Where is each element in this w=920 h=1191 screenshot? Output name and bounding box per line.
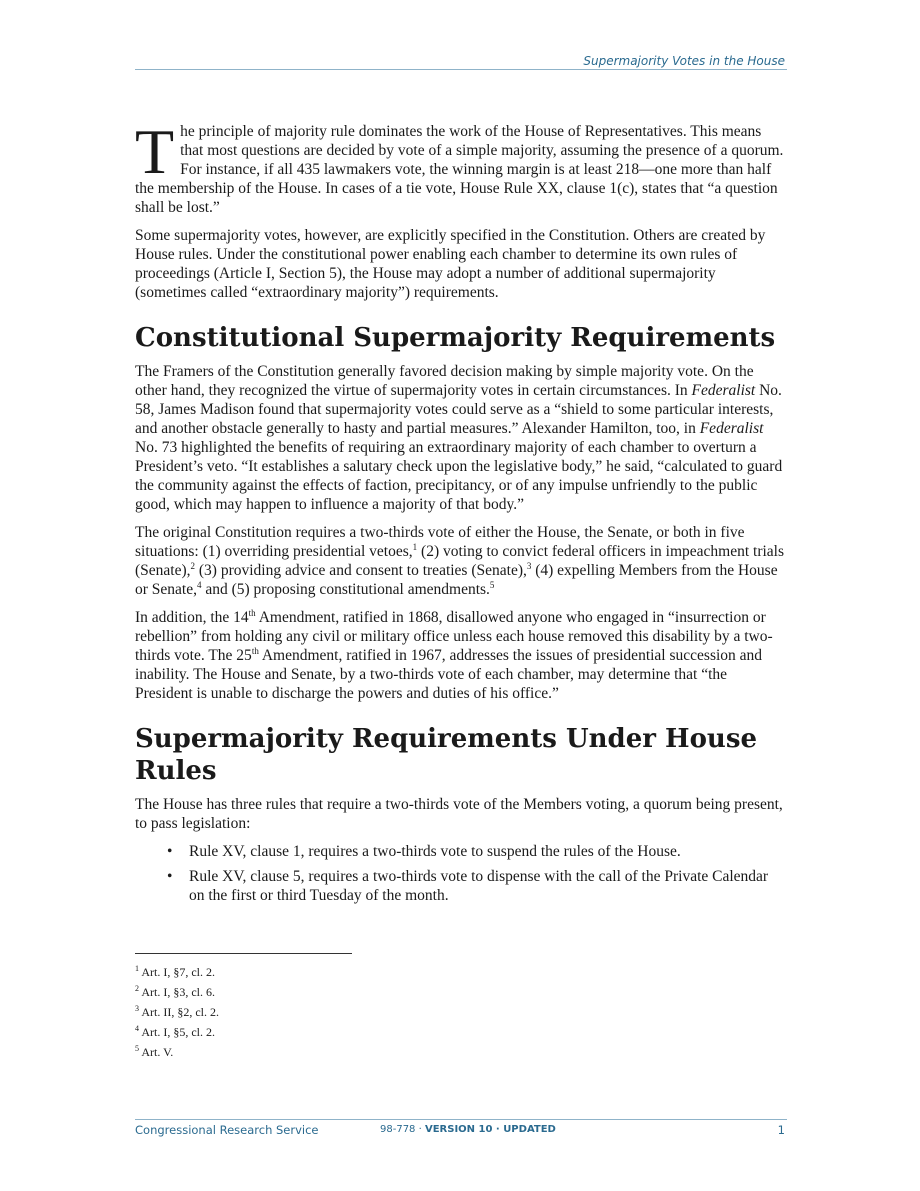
intro-paragraph-2: Some supermajority votes, however, are explicitly specified in the Constitution. Others are created by House rules. Under the constitutional power enabling each chamber to determine its own rules of proceedings (Article I, Section 5), the House may adopt a number of additional supermajority (sometimes called “extraordinary majority”) requirements. <box>135 227 766 301</box>
text-run: No. 58, James Madison found that supermajority votes could serve as a “shield to some particular interests, and another obstacle generally to hasty and partial measures.” Alexander Hamilton, too, in <box>135 382 782 437</box>
footnote-5 <box>135 1042 787 1062</box>
running-header-title: Supermajority Votes in the House <box>583 54 785 68</box>
list-item-text: Rule XV, clause 5, requires a two-thirds vote to dispense with the call of the Private Calendar on the first or third Tuesday of the month. <box>189 868 769 904</box>
list-item-text: Rule XV, clause 1, requires a two-thirds vote to suspend the rules of the House. <box>189 843 681 860</box>
text-run: Amendment, ratified in 1868, disallowed anyone who engaged in “insurrection or rebellion” from holding any civil or military office unless each house removed this disability by a two-thirds vote. The 25 <box>135 609 773 664</box>
footnote-ref-5[interactable]: 5 <box>489 579 495 590</box>
bullet-icon: • <box>167 868 173 885</box>
footer-rule <box>135 1119 787 1120</box>
footnotes <box>135 962 787 1062</box>
text-run: The Framers of the Constitution generally favored decision making by simple majority vote. On the other hand, they recognized the virtue of supermajority votes in certain circumstances. In <box>135 363 754 399</box>
rules-list <box>135 842 787 905</box>
footer-organization: Congressional Research Service <box>135 1123 319 1137</box>
section-heading-constitutional: Constitutional Supermajority Requirements <box>135 323 776 353</box>
ordinal-suffix: th <box>251 645 259 656</box>
bullet-icon: • <box>167 843 173 860</box>
footnote-number: 5 <box>135 1044 139 1053</box>
footnote-ref-4[interactable]: 4 <box>196 579 202 590</box>
footer-report-id <box>380 1124 556 1135</box>
text-run: and (5) proposing constitutional amendments. <box>201 581 490 598</box>
page-number: 1 <box>777 1123 785 1137</box>
text-run: Amendment, ratified in 1967, addresses the issues of presidential succession and inability. The House and Senate, by a two-thirds vote of each chamber, may determine that “the President is unable to discharge the powers and duties of his office.” <box>135 647 763 702</box>
footnote-ref-2[interactable]: 2 <box>190 560 196 571</box>
report-version: VERSION 10 · UPDATED <box>424 1124 556 1135</box>
footnote-number: 2 <box>135 984 139 993</box>
document-body <box>135 116 787 911</box>
footnote-1 <box>135 962 787 982</box>
text-run: (4) expelling Members from the House or Senate, <box>135 562 778 598</box>
intro-paragraph-1-text: he principle of majority rule dominates the work of the House of Representatives. This means that most questions are decided by vote of a simple majority, assuming the presence of a quorum. For instance, if all 435 lawmakers vote, the winning margin is at least 218—one more than half the membership of the House. In cases of a tie vote, House Rule XX, clause 1(c), states that “a question shall be lost.” <box>135 123 784 216</box>
text-run: The original Constitution requires a two-thirds vote of either the House, the Senate, or both in five situations: (1) overriding presidential vetoes, <box>135 524 745 560</box>
footnote-text: Art. II, §2, cl. 2. <box>139 1005 219 1019</box>
footnote-number: 1 <box>135 964 139 973</box>
footnote-4 <box>135 1022 787 1042</box>
section1-paragraph-1 <box>135 362 787 514</box>
list-item <box>135 842 787 861</box>
footnote-3 <box>135 1002 787 1022</box>
header-rule <box>135 69 787 70</box>
ordinal-suffix: th <box>248 607 256 618</box>
italic-federalist: Federalist <box>699 420 764 437</box>
footnote-separator <box>135 953 352 954</box>
footnote-ref-3[interactable]: 3 <box>526 560 532 571</box>
footnote-text: Art. V. <box>139 1045 174 1059</box>
footnote-number: 4 <box>135 1024 139 1033</box>
list-item <box>135 867 787 905</box>
footnote-text: Art. I, §7, cl. 2. <box>139 965 215 979</box>
text-run: (2) voting to convict federal officers in impeachment trials (Senate), <box>135 543 785 579</box>
italic-federalist: Federalist <box>691 382 756 399</box>
footnote-number: 3 <box>135 1004 139 1013</box>
text-run: In addition, the 14 <box>135 609 249 626</box>
drop-cap: T <box>135 116 175 187</box>
section-heading-house-rules: Supermajority Requirements Under House Rules <box>135 724 757 786</box>
footnote-ref-1[interactable]: 1 <box>412 541 418 552</box>
footnote-text: Art. I, §3, cl. 6. <box>139 985 215 999</box>
section2-intro: The House has three rules that require a two-thirds vote of the Members voting, a quorum being present, to pass legislation: <box>135 796 783 832</box>
footnote-text: Art. I, §5, cl. 2. <box>139 1025 215 1039</box>
footnote-2 <box>135 982 787 1002</box>
report-number: 98-778 · <box>380 1124 425 1135</box>
section1-paragraph-2 <box>135 523 787 599</box>
intro-paragraph-1 <box>135 116 787 217</box>
section1-paragraph-3 <box>135 608 787 703</box>
text-run: (3) providing advice and consent to treaties (Senate), <box>195 562 527 579</box>
text-run: No. 73 highlighted the benefits of requiring an extraordinary majority of each chamber to overturn a President’s veto. “It establishes a salutary check upon the legislative body,” he said, “calculated to guard the community against the effects of faction, precipitancy, or of any impulse unfriendly to the public good, which may happen to influence a majority of that body.” <box>135 439 783 513</box>
